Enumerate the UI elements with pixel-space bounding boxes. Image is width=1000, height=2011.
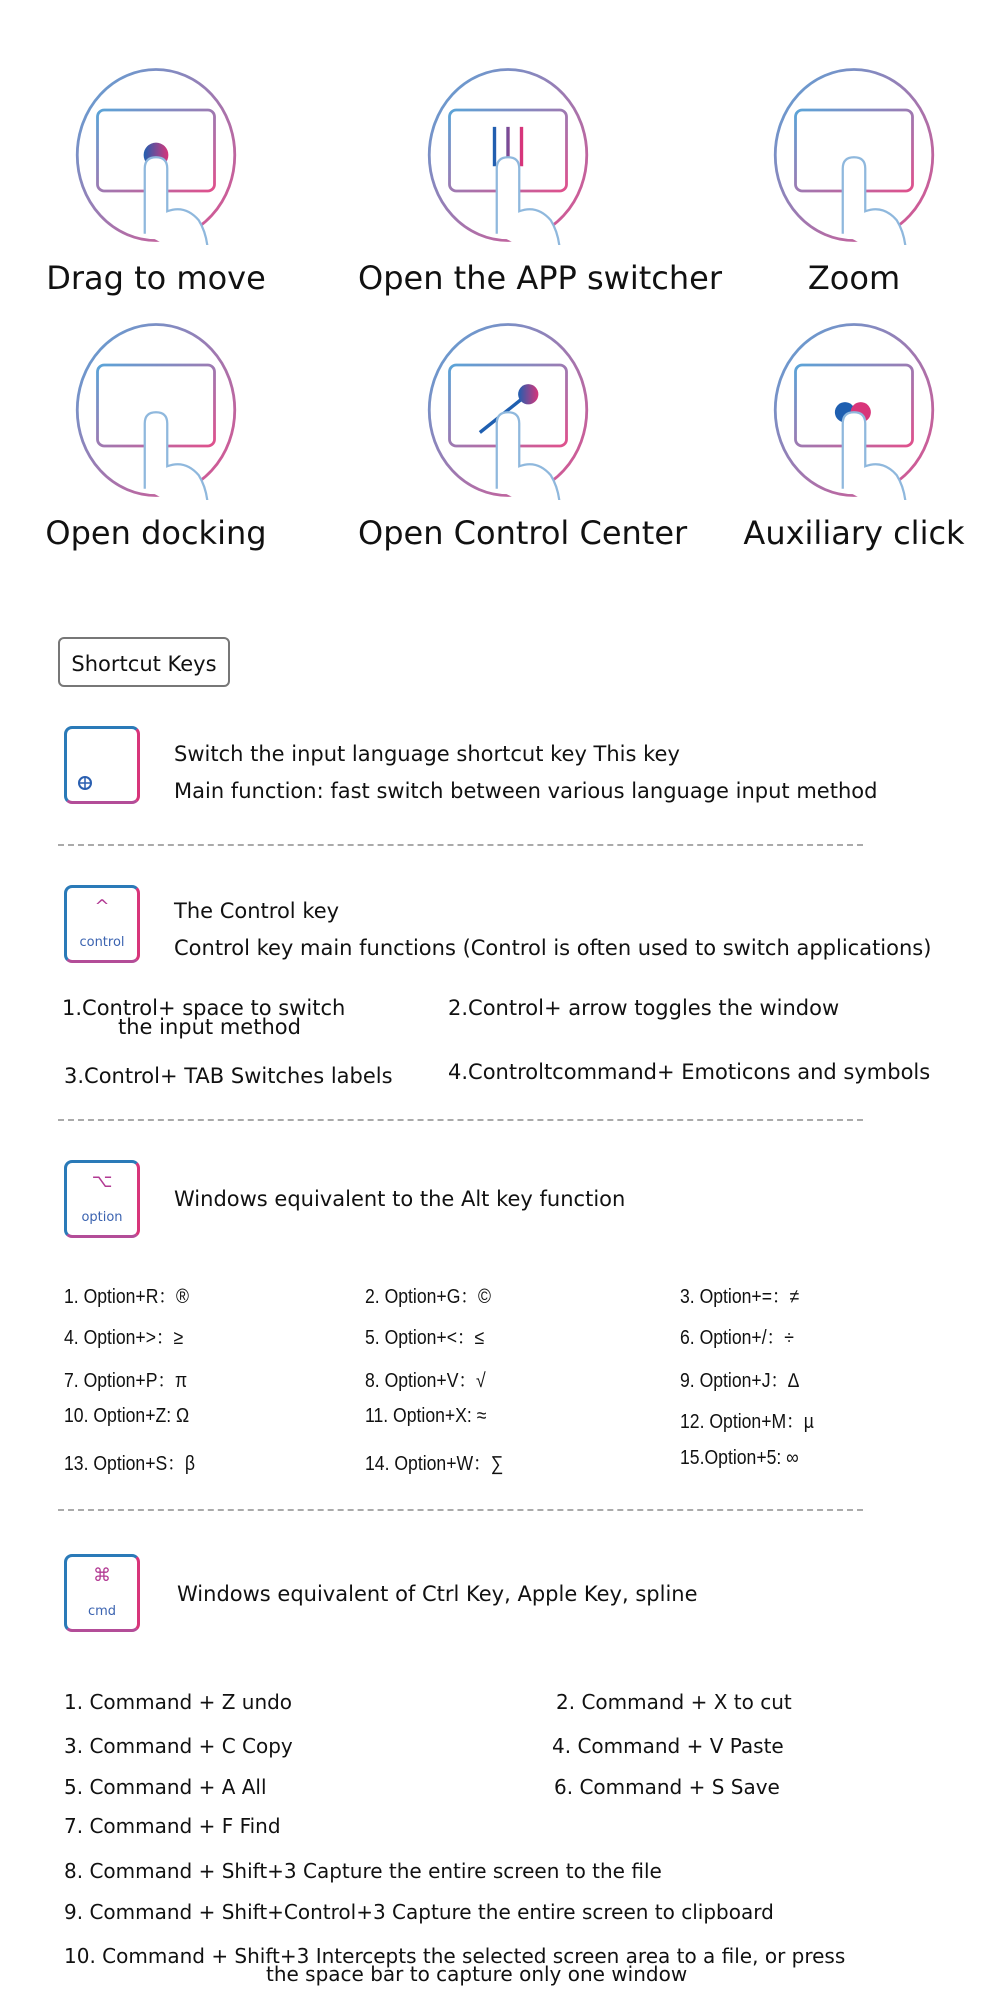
swipe-diagonal-icon xyxy=(418,320,598,500)
drag-icon xyxy=(66,65,246,245)
option-item: 5. Option+<：≤ xyxy=(365,1327,485,1349)
gesture-label: Open Control Center xyxy=(358,514,688,552)
option-item: 1. Option+R：® xyxy=(64,1286,189,1308)
command-item: 5. Command + A All xyxy=(64,1775,267,1799)
option-item: 12. Option+M：µ xyxy=(680,1411,814,1433)
control-item: 1.Control+ space to switch xyxy=(62,996,346,1020)
command-item: 6. Command + S Save xyxy=(554,1775,780,1799)
gesture-0 xyxy=(6,65,306,297)
command-item: 4. Command + V Paste xyxy=(552,1734,784,1758)
option-item: 15.Option+5: ∞ xyxy=(680,1447,799,1469)
gesture-label: Zoom xyxy=(807,259,901,297)
option-item: 3. Option+=：≠ xyxy=(680,1286,800,1308)
command-item: 9. Command + Shift+Control+3 Capture the entire screen to clipboard xyxy=(64,1900,774,1924)
gesture-4 xyxy=(358,320,688,552)
option-item: 7. Option+P：π xyxy=(64,1370,188,1392)
control-key-icon: ^ control xyxy=(64,885,140,963)
control-item: 4.Controltcommand+ Emoticons and symbols xyxy=(448,1060,931,1084)
option-item: 2. Option+G：© xyxy=(365,1286,491,1308)
option-item: 11. Option+X: ≈ xyxy=(365,1405,487,1427)
gesture-5 xyxy=(704,320,1000,552)
option-item: 6. Option+/：÷ xyxy=(680,1327,794,1349)
option-key-icon: ⌥ option xyxy=(64,1160,140,1238)
command-line1: Windows equivalent of Ctrl Key, Apple Key, spline xyxy=(177,1582,698,1606)
divider xyxy=(58,1509,863,1511)
command-item: the space bar to capture only one window xyxy=(266,1962,688,1986)
option-item: 14. Option+W：∑ xyxy=(365,1453,504,1475)
gesture-1 xyxy=(358,65,722,297)
two-finger-click-icon xyxy=(764,320,944,500)
option-item: 10. Option+Z: Ω xyxy=(64,1405,190,1427)
command-key-icon: ⌘ cmd xyxy=(64,1554,140,1632)
command-item: 10. Command + Shift+3 Intercepts the selected screen area to a file, or press xyxy=(64,1944,846,1968)
option-item: 13. Option+S：β xyxy=(64,1453,195,1475)
option-item: 8. Option+V：√ xyxy=(365,1370,486,1392)
command-item: 3. Command + C Copy xyxy=(64,1734,293,1758)
divider xyxy=(58,1119,863,1121)
control-item: 3.Control+ TAB Switches labels xyxy=(64,1064,393,1088)
gesture-label: Auxiliary click xyxy=(743,514,965,552)
command-item: 8. Command + Shift+3 Capture the entire screen to the file xyxy=(64,1859,662,1883)
three-finger-up-icon xyxy=(418,65,598,245)
shortcut-keys-heading: Shortcut Keys xyxy=(58,637,230,687)
gesture-label: Open the APP switcher xyxy=(358,259,722,297)
globe-key-icon xyxy=(64,726,140,804)
option-line1: Windows equivalent to the Alt key function xyxy=(174,1187,626,1211)
swipe-down-icon xyxy=(66,320,246,500)
command-item: 7. Command + F Find xyxy=(64,1814,281,1838)
control-line1: The Control key xyxy=(174,899,340,923)
command-item: 1. Command + Z undo xyxy=(64,1690,293,1714)
option-item: 4. Option+>：≥ xyxy=(64,1327,184,1349)
gesture-3 xyxy=(6,320,306,552)
control-line2: Control key main functions (Control is often used to switch applications) xyxy=(174,936,932,960)
gesture-label: Open docking xyxy=(45,514,267,552)
command-item: 2. Command + X to cut xyxy=(556,1690,792,1714)
gesture-2 xyxy=(704,65,1000,297)
gesture-label: Drag to move xyxy=(46,259,266,297)
option-item: 9. Option+J：∆ xyxy=(680,1370,799,1392)
control-item: 2.Control+ arrow toggles the window xyxy=(448,996,840,1020)
globe-line1: Switch the input language shortcut key This key xyxy=(174,742,680,766)
control-item: the input method xyxy=(118,1015,301,1039)
divider xyxy=(58,844,863,846)
pinch-icon xyxy=(764,65,944,245)
globe-line2: Main function: fast switch between various language input method xyxy=(174,779,878,803)
